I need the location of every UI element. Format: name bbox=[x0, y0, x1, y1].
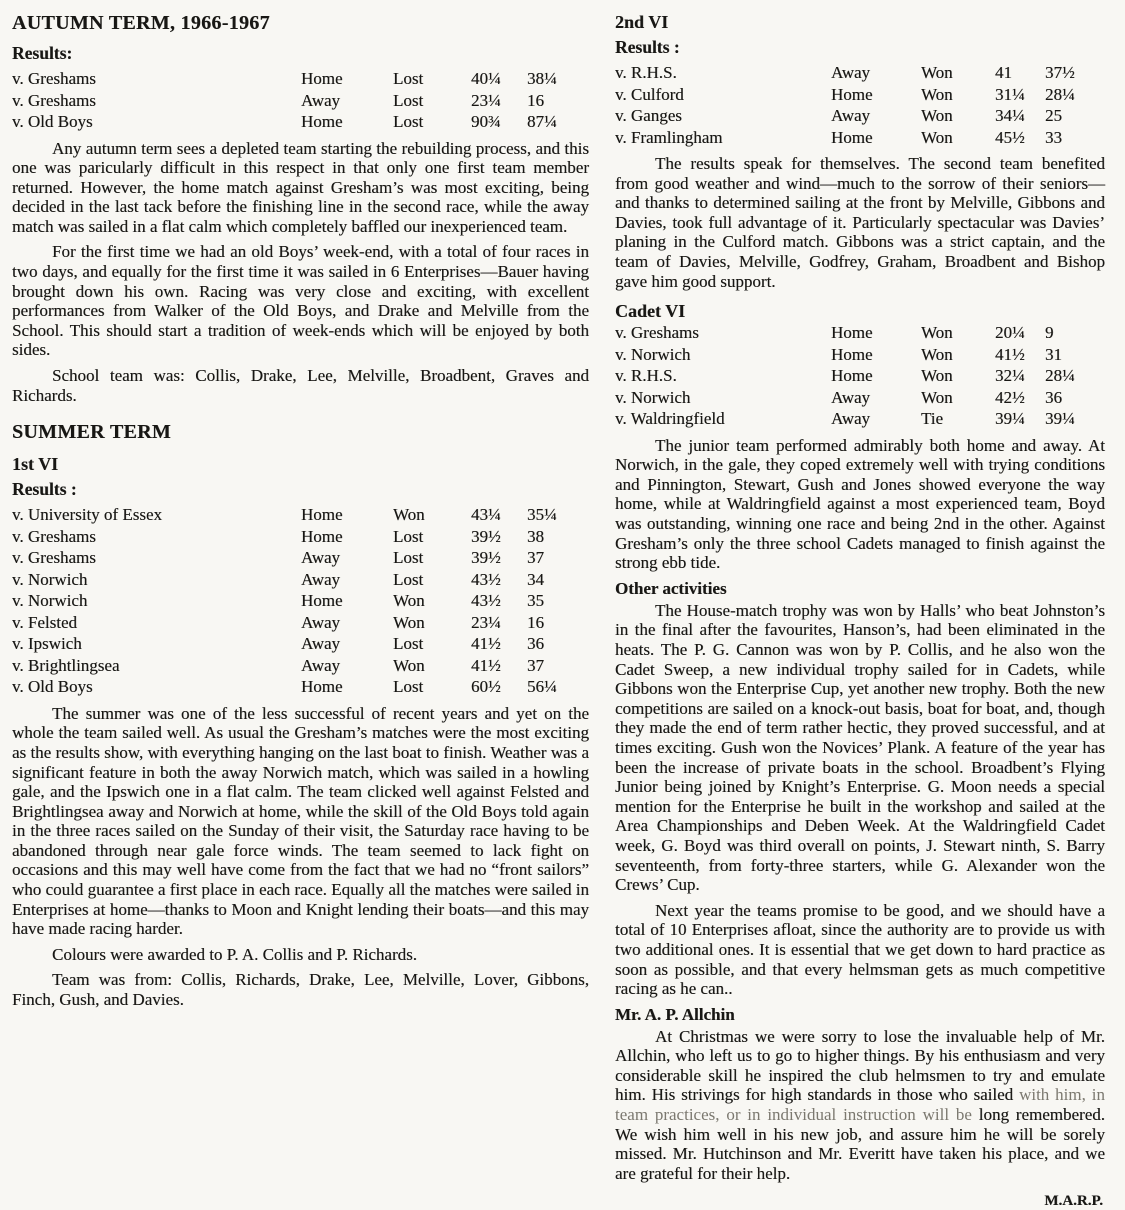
autumn-paragraph-2: For the first time we had an old Boys’ week-end, with a total of four races in two days, and equally for the first time it was sailed in 6 Enterprises—Bauer having brought down his own. Racing was very close and exciting, with excellent performances from Walker of the Old Boys, and Drake and Melville from the School. This should start a tradition of week-ends which will be enjoyed by both sides. bbox=[12, 242, 589, 360]
outcome-cell: Won bbox=[393, 591, 425, 611]
first-vi-heading: 1st VI bbox=[12, 454, 59, 475]
venue-cell: Home bbox=[301, 112, 343, 131]
summer-results-label: Results : bbox=[12, 479, 77, 500]
score-for-cell: 20¼ bbox=[995, 323, 1025, 343]
score-against-cell: 25 bbox=[1045, 106, 1062, 125]
score-for-cell: 42½ bbox=[995, 387, 1025, 407]
venue-cell: Away bbox=[301, 548, 341, 568]
result-row bbox=[615, 387, 1105, 409]
outcome-cell: Won bbox=[393, 612, 425, 632]
opponent-cell: v. Greshams bbox=[615, 323, 699, 343]
autumn-results-table bbox=[12, 68, 589, 133]
opponent-cell: v. Waldringfield bbox=[615, 409, 725, 429]
result-row bbox=[615, 322, 1105, 344]
score-for-cell: 23¼ bbox=[471, 90, 501, 110]
score-for-cell: 41½ bbox=[471, 655, 501, 675]
autumn-paragraph-3: School team was: Collis, Drake, Lee, Melville, Broadbent, Graves and Richards. bbox=[12, 366, 589, 405]
result-row bbox=[12, 504, 589, 526]
score-for-cell: 39¼ bbox=[995, 409, 1025, 429]
score-for-cell: 34¼ bbox=[995, 106, 1025, 125]
allchin-paragraph-faded-line: with him, in team practices, or in individual instruction will be bbox=[615, 1085, 1105, 1125]
autumn-paragraph-1: Any autumn term sees a depleted team starting the rebuilding process, and this one was paricularly difficult in this respect in that only one first team member returned. However, the home match against Gresham’s was most exciting, being decided in the last tack before the finishing line in the second race, while the away match was sailed in a flat calm which completely baffled our inexperienced team. bbox=[12, 138, 589, 236]
score-against-cell: 37 bbox=[527, 548, 544, 568]
autumn-term-heading: AUTUMN TERM, 1966-1967 bbox=[12, 12, 270, 34]
second-vi-results-label: Results : bbox=[615, 37, 680, 57]
result-row bbox=[12, 676, 589, 698]
venue-cell: Home bbox=[301, 677, 343, 697]
score-against-cell: 38 bbox=[527, 526, 544, 546]
result-row bbox=[615, 127, 1105, 149]
result-row bbox=[12, 547, 589, 569]
opponent-cell: v. R.H.S. bbox=[615, 366, 677, 386]
score-against-cell: 39¼ bbox=[1045, 409, 1075, 429]
outcome-cell: Lost bbox=[393, 548, 424, 568]
other-activities-heading: Other activities bbox=[615, 578, 727, 598]
score-against-cell: 37 bbox=[527, 655, 544, 675]
allchin-paragraph-start: At Christmas we were sorry to lose the invaluable help of Mr. Allchin, who left us to go to higher things. By his enthusiasm and very considerable skill he inspired the club helmsmen to try and emulate him. His strivings for high standards in those who sailed bbox=[615, 1026, 1105, 1105]
outcome-cell: Won bbox=[921, 387, 953, 407]
venue-cell: Home bbox=[831, 84, 873, 104]
score-against-cell: 38¼ bbox=[527, 69, 557, 88]
outcome-cell: Won bbox=[921, 84, 953, 104]
score-against-cell: 16 bbox=[527, 612, 544, 632]
venue-cell: Home bbox=[301, 69, 343, 88]
right-column bbox=[615, 12, 1105, 1210]
result-row bbox=[12, 612, 589, 634]
opponent-cell: v. University of Essex bbox=[12, 505, 162, 525]
score-against-cell: 36 bbox=[527, 634, 544, 654]
score-against-cell: 35¼ bbox=[527, 505, 557, 525]
opponent-cell: v. Old Boys bbox=[12, 677, 93, 697]
cadet-vi-heading: Cadet VI bbox=[615, 301, 686, 322]
venue-cell: Home bbox=[301, 591, 343, 611]
opponent-cell: v. Brightlingsea bbox=[12, 655, 120, 675]
score-against-cell: 16 bbox=[527, 90, 544, 110]
score-against-cell: 37½ bbox=[1045, 63, 1075, 82]
score-against-cell: 36 bbox=[1045, 387, 1062, 407]
opponent-cell: v. Felsted bbox=[12, 612, 78, 632]
opponent-cell: v. Old Boys bbox=[12, 112, 93, 131]
result-row bbox=[12, 526, 589, 548]
score-against-cell: 28¼ bbox=[1045, 84, 1075, 104]
cadet-vi-paragraph: The junior team performed admirably both home and away. At Norwich, in the gale, they coped extremely well with trying conditions and Pinnington, Stewart, Gush and Jones showed everyone the way home, while at Waldringfield against a most experienced team, Boyd was outstanding, winning one race and being 2nd in the other. Against Gresham’s only the three school Cadets managed to finish against the strong ebb tide. bbox=[615, 435, 1105, 573]
score-for-cell: 90¾ bbox=[471, 112, 501, 131]
opponent-cell: v. Greshams bbox=[12, 526, 96, 546]
score-against-cell: 34 bbox=[527, 569, 544, 589]
opponent-cell: v. Culford bbox=[615, 84, 684, 104]
score-against-cell: 35 bbox=[527, 591, 544, 611]
allchin-paragraph bbox=[615, 1027, 1105, 1184]
score-for-cell: 39½ bbox=[471, 526, 501, 546]
result-row bbox=[12, 111, 589, 133]
outcome-cell: Lost bbox=[393, 90, 424, 110]
outcome-cell: Won bbox=[921, 323, 953, 343]
score-against-cell: 31 bbox=[1045, 344, 1062, 364]
outcome-cell: Won bbox=[393, 655, 425, 675]
summer-team-paragraph: Team was from: Collis, Richards, Drake, Lee, Melville, Lover, Gibbons, Finch, Gush, and Davies. bbox=[12, 970, 589, 1010]
venue-cell: Away bbox=[831, 409, 871, 429]
opponent-cell: v. Greshams bbox=[12, 69, 96, 88]
score-for-cell: 23¼ bbox=[471, 612, 501, 632]
opponent-cell: v. Framlingham bbox=[615, 127, 723, 147]
result-row bbox=[12, 633, 589, 655]
venue-cell: Home bbox=[831, 344, 873, 364]
outcome-cell: Lost bbox=[393, 677, 424, 697]
opponent-cell: v. Greshams bbox=[12, 90, 96, 110]
opponent-cell: v. Greshams bbox=[12, 548, 96, 568]
score-for-cell: 41½ bbox=[995, 344, 1025, 364]
score-against-cell: 28¼ bbox=[1045, 366, 1075, 386]
venue-cell: Away bbox=[831, 106, 871, 125]
first-vi-results-table bbox=[12, 504, 589, 698]
outcome-cell: Lost bbox=[393, 526, 424, 546]
score-for-cell: 60½ bbox=[471, 677, 501, 697]
venue-cell: Away bbox=[301, 634, 341, 654]
outcome-cell: Won bbox=[921, 106, 953, 125]
score-for-cell: 43½ bbox=[471, 569, 501, 589]
venue-cell: Home bbox=[831, 366, 873, 386]
opponent-cell: v. R.H.S. bbox=[615, 63, 677, 82]
result-row bbox=[615, 105, 1105, 127]
score-for-cell: 31¼ bbox=[995, 84, 1025, 104]
score-against-cell: 9 bbox=[1045, 323, 1054, 343]
outcome-cell: Won bbox=[921, 63, 953, 82]
outcome-cell: Lost bbox=[393, 112, 424, 131]
cadet-vi-results-table bbox=[615, 322, 1105, 430]
score-for-cell: 43½ bbox=[471, 591, 501, 611]
second-vi-results-table bbox=[615, 62, 1105, 148]
result-row bbox=[12, 590, 589, 612]
opponent-cell: v. Norwich bbox=[615, 387, 691, 407]
second-vi-paragraph: The results speak for themselves. The second team benefited from good weather and wind—much to the sorrow of their seniors—and thanks to determined sailing at the front by Melville, Gibbons and Davies, took full advantage of it. Particularly spectacular was Davies’ planing in the Culford match. Gibbons was a strict captain, and the team of Davies, Melville, Godfrey, Graham, Broadbent and Bishop gave him good support. bbox=[615, 154, 1105, 291]
outcome-cell: Lost bbox=[393, 569, 424, 589]
venue-cell: Away bbox=[831, 387, 871, 407]
outcome-cell: Won bbox=[921, 127, 953, 147]
result-row bbox=[615, 84, 1105, 106]
score-for-cell: 40¼ bbox=[471, 69, 501, 88]
left-column bbox=[12, 12, 589, 1109]
score-for-cell: 45½ bbox=[995, 127, 1025, 147]
outcome-cell: Lost bbox=[393, 634, 424, 654]
venue-cell: Away bbox=[301, 569, 341, 589]
score-for-cell: 41 bbox=[995, 63, 1012, 82]
outcome-cell: Won bbox=[393, 505, 425, 525]
second-vi-heading: 2nd VI bbox=[615, 12, 669, 32]
venue-cell: Away bbox=[301, 655, 341, 675]
summer-term-heading: SUMMER TERM bbox=[12, 421, 172, 444]
result-row bbox=[12, 655, 589, 677]
result-row bbox=[12, 90, 589, 112]
venue-cell: Away bbox=[301, 612, 341, 632]
opponent-cell: v. Norwich bbox=[12, 591, 88, 611]
summer-colours-paragraph: Colours were awarded to P. A. Collis and P. Richards. bbox=[52, 944, 417, 964]
result-row bbox=[12, 569, 589, 591]
score-for-cell: 41½ bbox=[471, 634, 501, 654]
venue-cell: Home bbox=[831, 323, 873, 343]
result-row bbox=[615, 365, 1105, 387]
score-against-cell: 33 bbox=[1045, 127, 1062, 147]
outcome-cell: Won bbox=[921, 344, 953, 364]
opponent-cell: v. Ganges bbox=[615, 106, 682, 125]
score-against-cell: 87¼ bbox=[527, 112, 557, 131]
outcome-cell: Lost bbox=[393, 69, 424, 88]
result-row bbox=[615, 408, 1105, 430]
allchin-heading: Mr. A. P. Allchin bbox=[615, 1004, 735, 1024]
venue-cell: Home bbox=[301, 505, 343, 525]
score-for-cell: 32¼ bbox=[995, 366, 1025, 386]
result-row bbox=[12, 68, 589, 90]
venue-cell: Home bbox=[831, 127, 873, 147]
venue-cell: Away bbox=[831, 63, 871, 82]
summer-paragraph-1: The summer was one of the less successful of recent years and yet on the whole the team sailed well. As usual the Gresham’s matches were the most exciting as the results show, with everything hanging on the last boat to finish. Weather was a significant feature in both the away Norwich match, which was sailed in a howling gale, and the Ipswich one in a flat calm. The team clicked well against Felsted and Brightlingsea away and Norwich at home, while the skill of the Old Boys told again in the three races sailed on the Sunday of their visit, the Saturday race having to be abandoned through near gale force winds. The team seemed to lack fight on occasions and this may well have come from the fact that we had no “front sailors” who could guarantee a first place in each race. Equally all the matches were sailed in Enterprises at home—thanks to Moon and Knight lending their boats—and this may have made racing harder. bbox=[12, 703, 589, 939]
outcome-cell: Tie bbox=[921, 409, 944, 429]
venue-cell: Away bbox=[301, 90, 341, 110]
result-row bbox=[615, 62, 1105, 84]
opponent-cell: v. Ipswich bbox=[12, 634, 82, 654]
other-activities-paragraph-2: Next year the teams promise to be good, and we should have a total of 10 Enterprises afloat, since the authority are to provide us with two additional ones. It is essential that we get down to hard practice as soon as possible, and that every helmsman gets as much competitive racing as he can.. bbox=[615, 900, 1105, 999]
signature-initials: M.A.R.P. bbox=[1044, 1193, 1103, 1210]
allchin-paragraph-end: long remembered. We wish him well in his new job, and assure him he will be sorely missed. Mr. Hutchinson and Mr. Everitt have taken his place, and we are grateful for their help. bbox=[615, 1105, 1105, 1183]
score-against-cell: 56¼ bbox=[527, 677, 557, 697]
opponent-cell: v. Norwich bbox=[615, 344, 691, 364]
opponent-cell: v. Norwich bbox=[12, 569, 88, 589]
outcome-cell: Won bbox=[921, 366, 953, 386]
autumn-results-label: Results: bbox=[12, 43, 73, 63]
venue-cell: Home bbox=[301, 526, 343, 546]
other-activities-paragraph-1: The House-match trophy was won by Halls’ who beat Johnston’s in the final after the favourites, Hanson’s, had been eliminated in the heats. The P. G. Cannon was won by P. Collis, and he also won the Cadet Sweep, a new individual trophy sailed for in Cadets, while Gibbons won the Enterprise Cup, yet another new trophy. Both the new competitions are sailed on a knock-out basis, boat for boat, and, though they made the end of term rather hectic, they proved successful, and at times exciting. Gush won the Novices’ Plank. A feature of the year has been the increase of private boats in the school. Broadbent’s Flying Junior being joined by Knight’s Enterprise. G. Moon needs a special mention for the Enterprise he built in the workshop and sailed at the Area Championships and Deben Week. At the Waldringfield Cadet week, G. Boyd was third overall on points, J. Stewart ninth, S. Barry seventeenth, from forty-three starters, while G. Alexander won the Crews’ Cup. bbox=[615, 600, 1105, 895]
result-row bbox=[615, 344, 1105, 366]
score-for-cell: 43¼ bbox=[471, 505, 501, 525]
score-for-cell: 39½ bbox=[471, 548, 501, 568]
